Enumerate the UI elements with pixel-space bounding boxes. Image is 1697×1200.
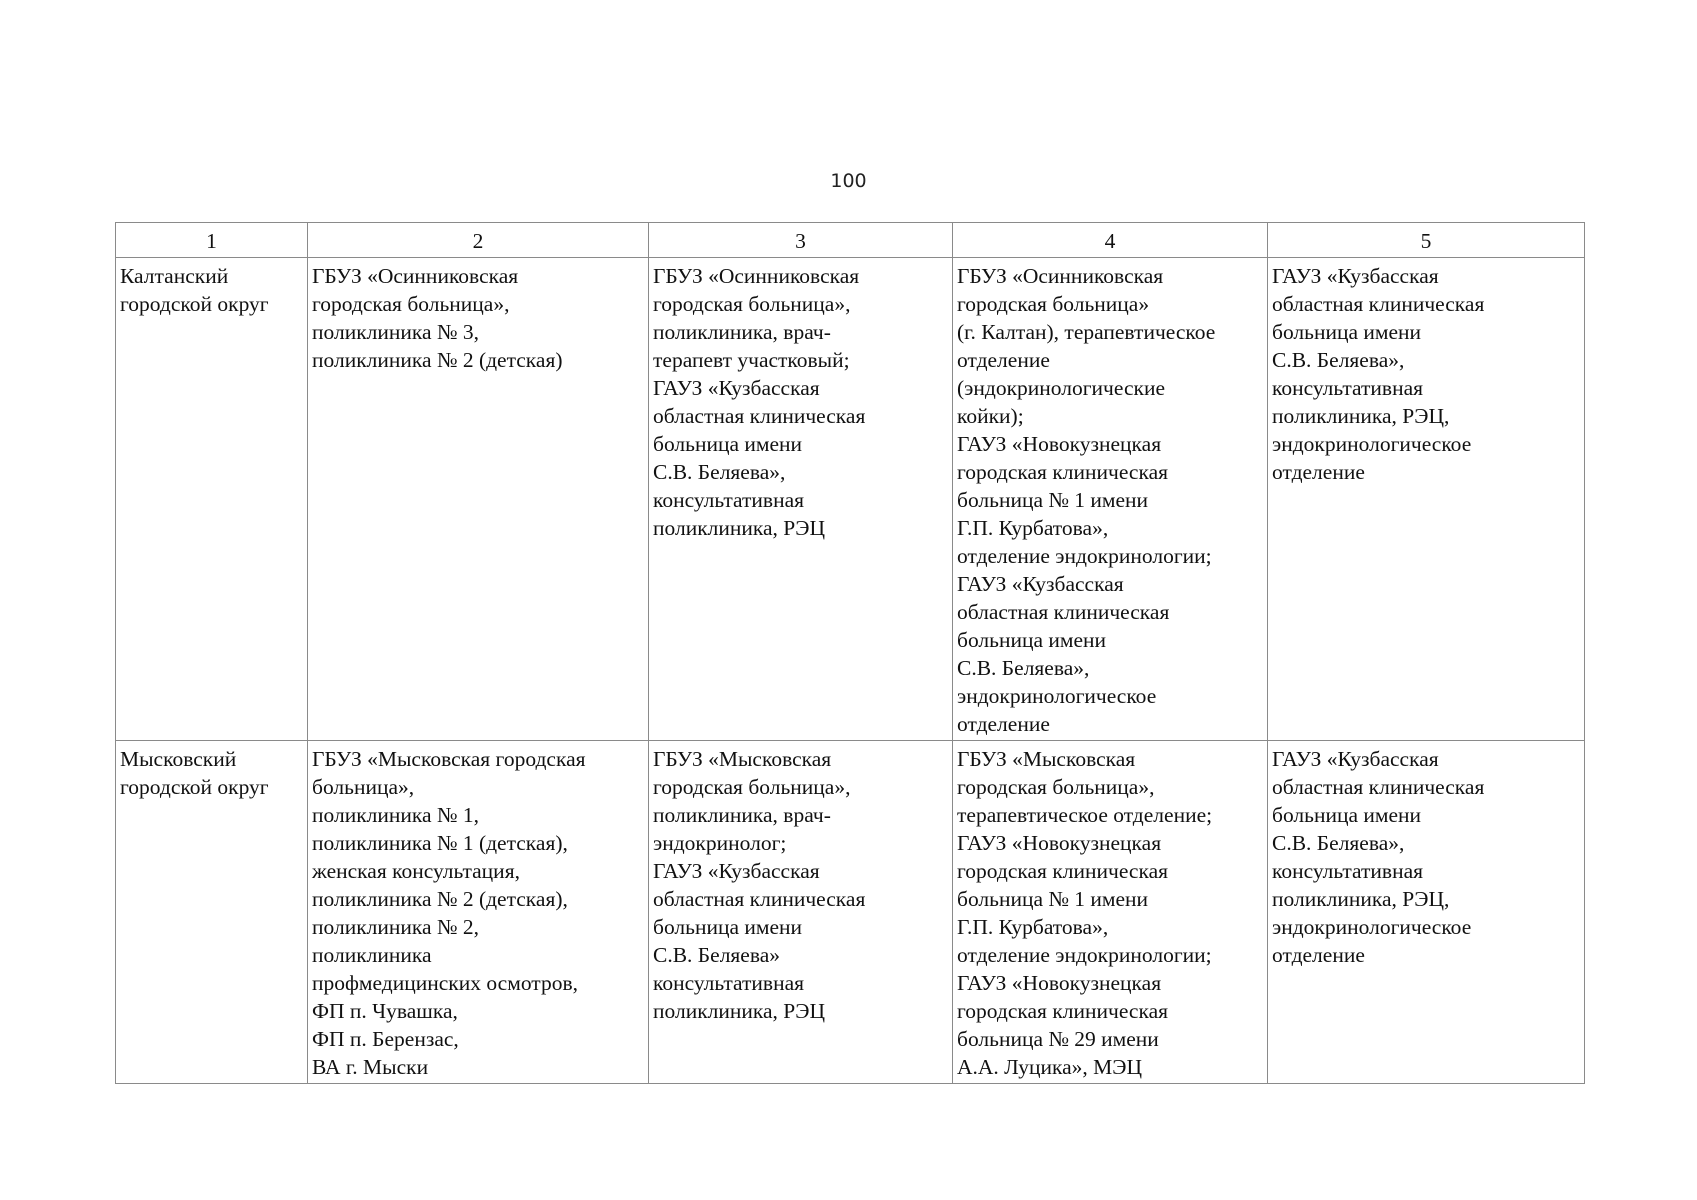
- cell-text-line: ГБУЗ «Мысковская городская: [312, 747, 586, 771]
- cell-text-line: консультативная: [653, 488, 805, 512]
- cell-text-line: консультативная: [1272, 859, 1424, 883]
- cell-text-line: городская клиническая: [957, 999, 1169, 1023]
- cell-text-line: городская больница»,: [653, 775, 851, 799]
- cell-text-line: Г.П. Курбатова»,: [957, 915, 1109, 939]
- cell-text-line: ГБУЗ «Осинниковская: [653, 264, 860, 288]
- cell-text-line: областная клиническая: [653, 404, 866, 428]
- cell-text-line: областная клиническая: [653, 887, 866, 911]
- table-row: [116, 741, 1585, 1084]
- cell-text-line: женская консультация,: [312, 859, 520, 883]
- cell-text-line: ГАУЗ «Кузбасская: [957, 572, 1124, 596]
- cell-text-line: профмедицинских осмотров,: [312, 971, 578, 995]
- cell-text-line: А.А. Луцика», МЭЦ: [957, 1055, 1142, 1079]
- cell-text-line: ГАУЗ «Кузбасская: [1272, 747, 1439, 771]
- cell-text-line: больница имени: [1272, 803, 1422, 827]
- page-number: 100: [830, 170, 867, 192]
- cell-text-line: городская больница»,: [312, 292, 510, 316]
- cell-text-line: ГБУЗ «Осинниковская: [312, 264, 519, 288]
- cell-text-line: ГАУЗ «Кузбасская: [653, 376, 820, 400]
- cell-text-line: отделение эндокринологии;: [957, 943, 1212, 967]
- table-row: [116, 258, 1585, 741]
- cell-text-line: ГАУЗ «Новокузнецкая: [957, 432, 1162, 456]
- cell-text-line: ГАУЗ «Кузбасская: [653, 859, 820, 883]
- cell-text-line: Калтанский: [120, 264, 229, 288]
- cell-text-line: терапевт участковый;: [653, 348, 850, 372]
- cell-text-line: поликлиника № 1,: [312, 803, 479, 827]
- inpatient-cell: [953, 258, 1268, 741]
- third-level-cell: [1268, 741, 1585, 1084]
- cell-text-line: С.В. Беляева»,: [1272, 831, 1405, 855]
- inpatient-cell: [953, 741, 1268, 1084]
- cell-text-line: ФП п. Берензас,: [312, 1027, 459, 1051]
- cell-text-line: поликлиника, РЭЦ: [653, 999, 825, 1023]
- cell-text-line: (г. Калтан), терапевтическое: [957, 320, 1216, 344]
- cell-text-line: больница имени: [653, 432, 803, 456]
- cell-text-line: ВА г. Мыски: [312, 1055, 429, 1079]
- cell-text-line: ГАУЗ «Новокузнецкая: [957, 831, 1162, 855]
- cell-text-line: городская больница»,: [653, 292, 851, 316]
- cell-text-line: отделение эндокринологии;: [957, 544, 1212, 568]
- cell-text-line: больница № 1 имени: [957, 488, 1149, 512]
- cell-text-line: ГБУЗ «Осинниковская: [957, 264, 1164, 288]
- cell-text-line: койки);: [957, 404, 1024, 428]
- cell-text-line: городская клиническая: [957, 859, 1169, 883]
- cell-text-line: городская больница»: [957, 292, 1150, 316]
- cell-text-line: ГБУЗ «Мысковская: [653, 747, 832, 771]
- cell-text-line: поликлиника: [312, 943, 432, 967]
- third-level-cell: [1268, 258, 1585, 741]
- cell-text-line: поликлиника № 2 (детская),: [312, 887, 568, 911]
- header-cell: 2: [308, 223, 649, 258]
- cell-text-line: эндокринологическое: [957, 684, 1157, 708]
- cell-text-line: областная клиническая: [1272, 292, 1485, 316]
- cell-text-line: С.В. Беляева»,: [1272, 348, 1405, 372]
- cell-text-line: отделение: [957, 348, 1050, 372]
- first-level-cell: [308, 258, 649, 741]
- header-cell: 1: [116, 223, 308, 258]
- institutions-table: [115, 222, 1585, 1084]
- header-cell: 5: [1268, 223, 1585, 258]
- cell-text-line: поликлиника, РЭЦ,: [1272, 404, 1450, 428]
- cell-text-line: больница имени: [1272, 320, 1422, 344]
- cell-text-line: больница № 1 имени: [957, 887, 1149, 911]
- cell-text-line: ГБУЗ «Мысковская: [957, 747, 1136, 771]
- cell-text-line: эндокринологическое: [1272, 915, 1472, 939]
- cell-text-line: больница»,: [312, 775, 415, 799]
- cell-text-line: эндокринолог;: [653, 831, 787, 855]
- header-cell: 4: [953, 223, 1268, 258]
- cell-text-line: поликлиника, врач-: [653, 803, 831, 827]
- cell-text-line: больница имени: [957, 628, 1107, 652]
- cell-text-line: отделение: [1272, 943, 1365, 967]
- cell-text-line: городской округ: [120, 292, 269, 316]
- cell-text-line: поликлиника № 2 (детская): [312, 348, 563, 372]
- cell-text-line: поликлиника № 3,: [312, 320, 479, 344]
- cell-text-line: поликлиника, врач-: [653, 320, 831, 344]
- cell-text-line: терапевтическое отделение;: [957, 803, 1213, 827]
- header-cell: 3: [649, 223, 953, 258]
- territory-cell: [116, 741, 308, 1084]
- cell-text-line: консультативная: [1272, 376, 1424, 400]
- territory-cell: [116, 258, 308, 741]
- cell-text-line: отделение: [1272, 460, 1365, 484]
- cell-text-line: больница имени: [653, 915, 803, 939]
- cell-text-line: поликлиника № 1 (детская),: [312, 831, 568, 855]
- cell-text-line: городской округ: [120, 775, 269, 799]
- cell-text-line: областная клиническая: [1272, 775, 1485, 799]
- cell-text-line: ГАУЗ «Кузбасская: [1272, 264, 1439, 288]
- cell-text-line: больница № 29 имени: [957, 1027, 1159, 1051]
- cell-text-line: С.В. Беляева»,: [653, 460, 786, 484]
- cell-text-line: консультативная: [653, 971, 805, 995]
- cell-text-line: городская клиническая: [957, 460, 1169, 484]
- cell-text-line: поликлиника № 2,: [312, 915, 479, 939]
- cell-text-line: поликлиника, РЭЦ,: [1272, 887, 1450, 911]
- second-level-cell: [649, 741, 953, 1084]
- cell-text-line: отделение: [957, 712, 1050, 736]
- cell-text-line: Мысковский: [120, 747, 237, 771]
- first-level-cell: [308, 741, 649, 1084]
- cell-text-line: Г.П. Курбатова»,: [957, 516, 1109, 540]
- cell-text-line: (эндокринологические: [957, 376, 1165, 400]
- cell-text-line: областная клиническая: [957, 600, 1170, 624]
- table-header-row: [116, 223, 1585, 258]
- cell-text-line: городская больница»,: [957, 775, 1155, 799]
- cell-text-line: ГАУЗ «Новокузнецкая: [957, 971, 1162, 995]
- cell-text-line: С.В. Беляева»: [653, 943, 781, 967]
- cell-text-line: ФП п. Чувашка,: [312, 999, 458, 1023]
- cell-text-line: эндокринологическое: [1272, 432, 1472, 456]
- second-level-cell: [649, 258, 953, 741]
- cell-text-line: поликлиника, РЭЦ: [653, 516, 825, 540]
- cell-text-line: С.В. Беляева»,: [957, 656, 1090, 680]
